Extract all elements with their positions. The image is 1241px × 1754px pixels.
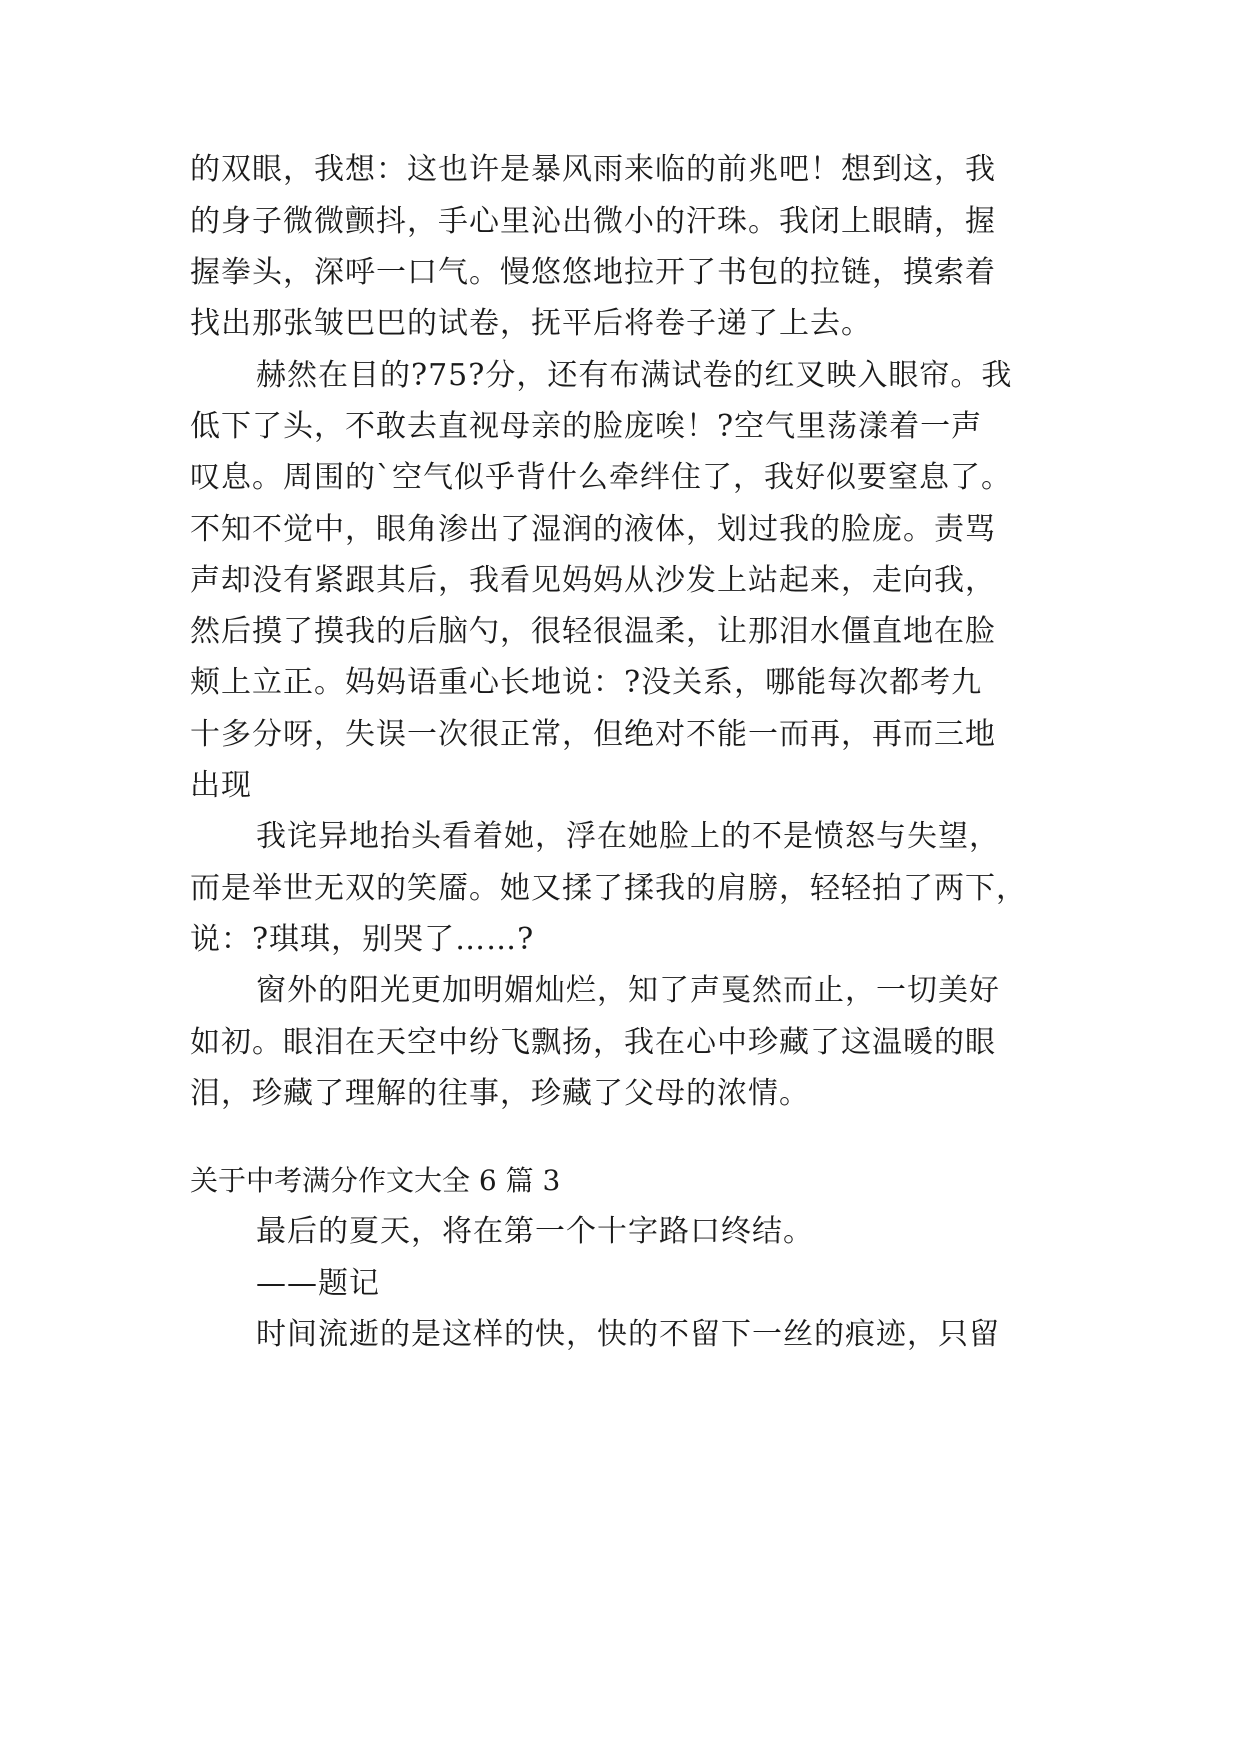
paragraph-line: 找出那张皱巴巴的试卷，抚平后将卷子递了上去。 — [190, 306, 872, 341]
paragraph-line: 时间流逝的是这样的快，快的不留下一丝的痕迹，只留 — [256, 1317, 1000, 1352]
paragraph-line: 然后摸了摸我的后脑勺，很轻很温柔，让那泪水僵直地在脸 — [190, 614, 996, 649]
paragraph-line: 颊上立正。妈妈语重心长地说：?没关系，哪能每次都考九 — [190, 665, 983, 700]
paragraph-line: 叹息。周围的`空气似乎背什么牵绊住了，我好似要窒息了。 — [190, 460, 1012, 495]
paragraph-line: 说：?琪琪，别哭了……? — [190, 922, 535, 957]
paragraph-line: 最后的夏天，将在第一个十字路口终结。 — [256, 1214, 814, 1249]
section-heading: 关于中考满分作文大全 6 篇 3 — [190, 1164, 561, 1197]
paragraph-line: 出现 — [190, 768, 252, 803]
paragraph-line: 如初。眼泪在天空中纷飞飘扬，我在心中珍藏了这温暖的眼 — [190, 1025, 996, 1060]
epigraph-attribution: ——题记 — [256, 1266, 380, 1301]
paragraph-line: 的身子微微颤抖，手心里沁出微小的汗珠。我闭上眼睛，握 — [190, 204, 996, 239]
paragraph-line: 泪，珍藏了理解的往事，珍藏了父母的浓情。 — [190, 1076, 810, 1111]
paragraph-line: 握拳头，深呼一口气。慢悠悠地拉开了书包的拉链，摸索着 — [190, 255, 996, 290]
paragraph-line: 窗外的阳光更加明媚灿烂，知了声戛然而止，一切美好 — [256, 973, 1000, 1008]
paragraph-line: 我诧异地抬头看着她，浮在她脸上的不是愤怒与失望， — [256, 819, 1000, 854]
paragraph-line: 声却没有紧跟其后，我看见妈妈从沙发上站起来，走向我， — [190, 563, 996, 598]
paragraph-line: 而是举世无双的笑靥。她又揉了揉我的肩膀，轻轻拍了两下， — [190, 871, 1027, 906]
paragraph-line: 的双眼，我想：这也许是暴风雨来临的前兆吧！想到这，我 — [190, 152, 996, 187]
paragraph-line: 不知不觉中，眼角渗出了湿润的液体，划过我的脸庞。责骂 — [190, 512, 996, 547]
paragraph-line: 低下了头，不敢去直视母亲的脸庞唉！?空气里荡漾着一声 — [190, 409, 983, 444]
paragraph-line: 十多分呀，失误一次很正常，但绝对不能一而再，再而三地 — [190, 717, 996, 752]
paragraph-line: 赫然在目的?75?分，还有布满试卷的红叉映入眼帘。我 — [256, 358, 1013, 393]
